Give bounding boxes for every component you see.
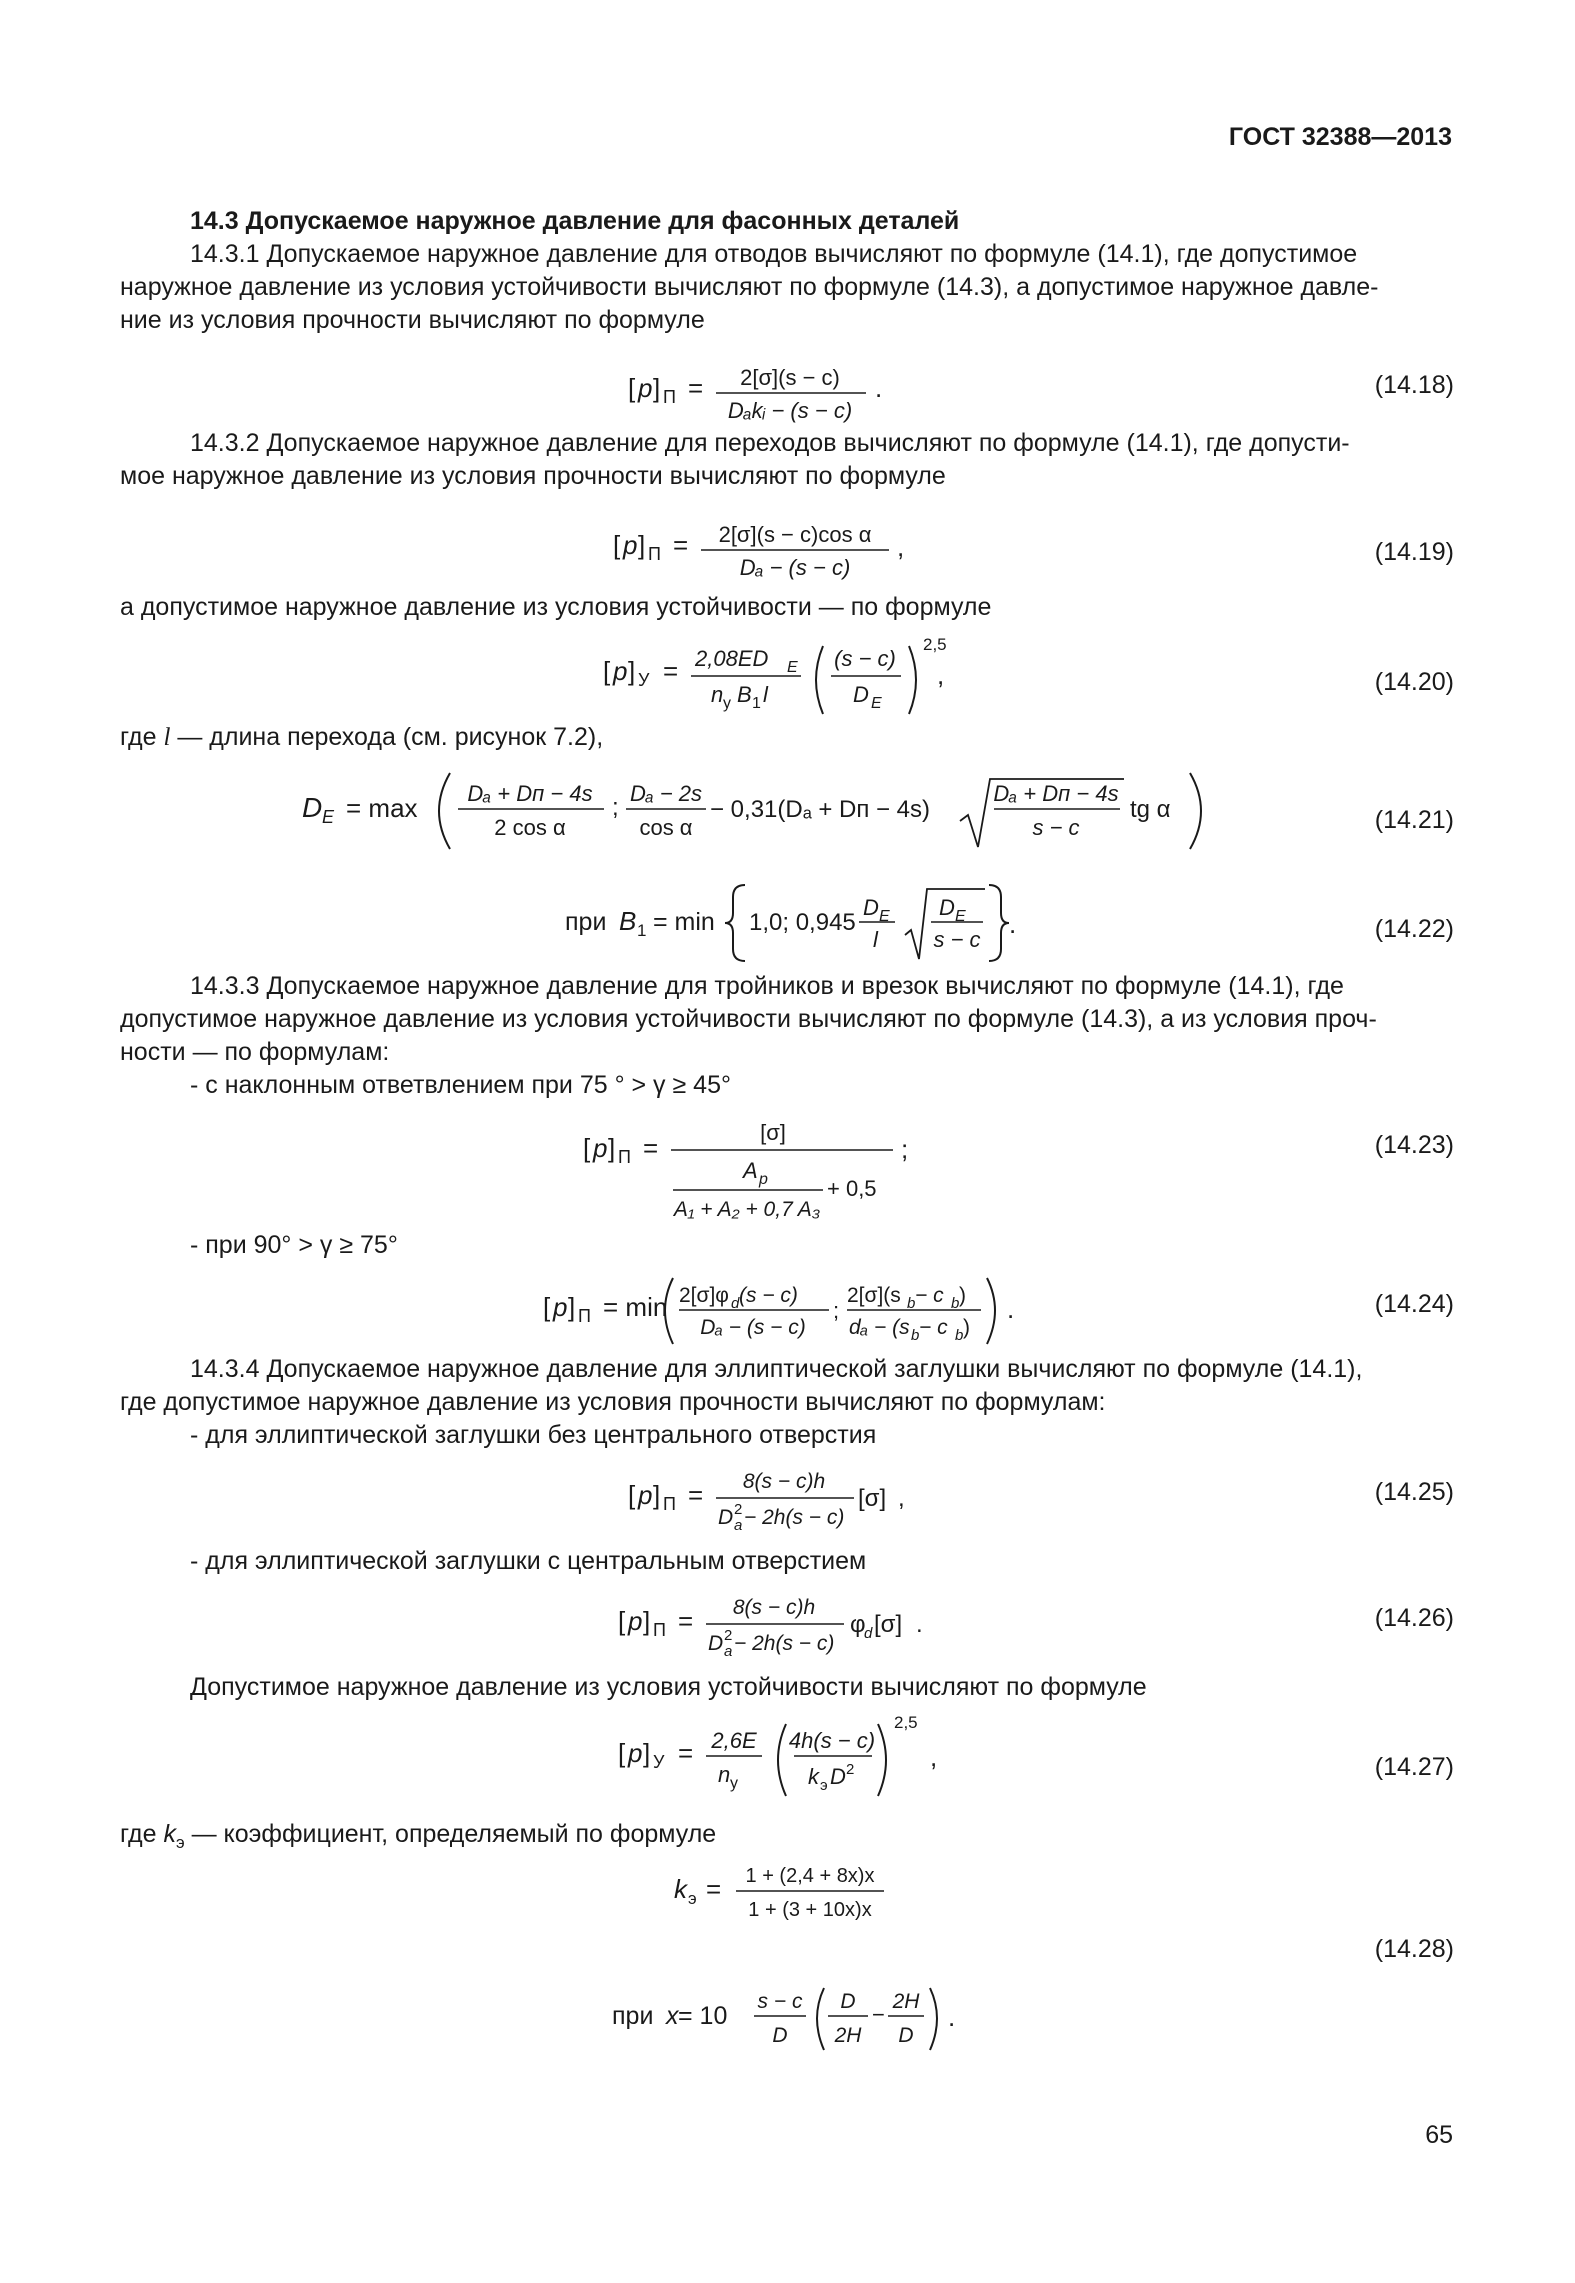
f1418-numerator: 2[σ](s − c) <box>740 365 840 390</box>
svg-text:b: b <box>907 1295 916 1312</box>
svg-text:− c: − c <box>919 1316 948 1339</box>
svg-text:[: [ <box>543 1292 551 1322</box>
svg-text:s − c: s − c <box>757 1990 803 2013</box>
formula-14-24 <box>535 1270 1035 1350</box>
svg-text:=: = <box>678 1738 694 1768</box>
svg-text:(s − c): (s − c) <box>739 1284 798 1307</box>
f1418-lhs-p: p <box>638 373 653 403</box>
formula-14-23 <box>575 1110 915 1225</box>
svg-text:tg α: tg α <box>1130 796 1171 823</box>
svg-text:[σ]: [σ] <box>874 1611 903 1638</box>
svg-text:,: , <box>898 1485 905 1512</box>
svg-text:П: П <box>648 544 661 564</box>
formula-14-20 <box>595 632 955 722</box>
p1431-line1: 14.3.1 Допускаемое наружное давление для отводов вычисляют по формуле (14.1), где допустимое <box>190 240 1358 268</box>
formula-14-21 <box>300 765 1220 855</box>
svg-text:2H: 2H <box>834 2024 862 2047</box>
eq-number-14-28: (14.28) <box>1374 1935 1454 1963</box>
svg-text:D: D <box>772 2024 788 2047</box>
p1434-line6: где $k_э$ — коэффициент, определяемый по формуле <box>120 1820 717 1852</box>
svg-text:у: у <box>730 1775 738 1792</box>
svg-text:П: П <box>653 1620 666 1640</box>
svg-text:a: a <box>724 1643 733 1660</box>
p1432-line3: а допустимое наружное давление из условия устойчивости — по формуле <box>120 593 992 621</box>
svg-text:E: E <box>871 695 882 712</box>
svg-text:2[σ]φ: 2[σ]φ <box>679 1284 729 1307</box>
svg-text:b: b <box>911 1327 920 1344</box>
svg-text:l: l <box>763 682 768 707</box>
svg-text:s − c: s − c <box>933 927 981 952</box>
p1434-line3: - для эллиптической заглушки без центрального отверстия <box>190 1421 877 1449</box>
svg-text:= min: = min <box>653 908 715 936</box>
svg-text:;: ; <box>901 1134 909 1164</box>
svg-text:(s − c): (s − c) <box>834 646 896 671</box>
eq-number-14-24: (14.24) <box>1374 1290 1454 1318</box>
formula-14-25 <box>620 1460 940 1540</box>
svg-text:φ: φ <box>850 1611 866 1638</box>
svg-text:У: У <box>653 1752 665 1772</box>
eq-number-14-19: (14.19) <box>1374 538 1454 566</box>
svg-text:]: ] <box>643 1738 651 1768</box>
svg-text:=: = <box>706 1874 722 1904</box>
svg-text:D: D <box>939 895 955 920</box>
svg-text:=: = <box>688 1480 704 1510</box>
svg-text:8(s − c)h: 8(s − c)h <box>732 1596 816 1619</box>
eq-number-14-22: (14.22) <box>1374 915 1454 943</box>
svg-text:2,5: 2,5 <box>923 635 947 654</box>
svg-text:]: ] <box>568 1292 576 1322</box>
svg-text:1 + (3 + 10x)x: 1 + (3 + 10x)x <box>748 1899 872 1921</box>
svg-text:1: 1 <box>752 695 761 712</box>
svg-text:2[σ](s: 2[σ](s <box>847 1284 901 1307</box>
eq-number-14-18: (14.18) <box>1374 371 1454 399</box>
svg-text:Dₐ + Dп − 4s: Dₐ + Dп − 4s <box>993 781 1119 806</box>
svg-text:D: D <box>840 1990 856 2013</box>
svg-text:p: p <box>623 530 638 560</box>
svg-text:2H: 2H <box>892 1990 920 2013</box>
svg-text:Dₐ − 2s: Dₐ − 2s <box>629 781 703 806</box>
svg-text:B: B <box>737 682 752 707</box>
p1432-line1: 14.3.2 Допускаемое наружное давление для переходов вычисляют по формуле (14.1), где допусти- <box>190 429 1350 457</box>
svg-text:E: E <box>787 659 798 676</box>
svg-text:2: 2 <box>724 1627 733 1644</box>
svg-text:B: B <box>619 906 637 936</box>
svg-text:D: D <box>302 792 323 823</box>
svg-text:a: a <box>734 1517 743 1534</box>
svg-text:[: [ <box>618 1738 626 1768</box>
svg-text:у: у <box>723 695 731 712</box>
svg-text:D: D <box>708 1632 724 1655</box>
svg-text:.: . <box>916 1611 923 1638</box>
formula-14-27 <box>610 1712 970 1802</box>
svg-text:l: l <box>873 927 878 952</box>
svg-text:b: b <box>951 1295 960 1312</box>
svg-text:− 2h(s − c): − 2h(s − c) <box>744 1506 845 1529</box>
svg-text:D: D <box>830 1764 846 1789</box>
p1431-line3: ние из условия прочности вычисляют по формуле <box>120 306 705 334</box>
svg-text:1,0; 0,945: 1,0; 0,945 <box>749 909 856 936</box>
svg-text:k: k <box>674 1874 687 1904</box>
svg-text:]: ] <box>653 1480 661 1510</box>
svg-text:[: [ <box>618 1606 626 1636</box>
svg-text:П: П <box>618 1147 631 1167</box>
svg-text:n: n <box>718 1762 731 1787</box>
svg-text:p: p <box>553 1292 568 1322</box>
svg-text:A: A <box>743 1158 758 1183</box>
svg-text:= max: = max <box>346 793 418 823</box>
svg-text:[: [ <box>613 530 621 560</box>
svg-text:b: b <box>955 1327 964 1344</box>
eq-number-14-26: (14.26) <box>1374 1604 1454 1632</box>
formula-14-18 <box>620 355 920 430</box>
f1418-denominator: Dₐkᵢ − (s − c) <box>727 398 853 423</box>
eq-number-14-27: (14.27) <box>1374 1753 1454 1781</box>
svg-text:[: [ <box>628 373 636 403</box>
svg-text:2: 2 <box>734 1501 743 1518</box>
svg-text:dₐ − (s: dₐ − (s <box>849 1316 910 1339</box>
svg-text:Dₐ − (s − c): Dₐ − (s − c) <box>700 1316 806 1339</box>
svg-text:.: . <box>948 2002 956 2032</box>
svg-text:Dₐ + Dп − 4s: Dₐ + Dп − 4s <box>467 781 593 806</box>
svg-text:x: x <box>666 2002 679 2030</box>
f1420-numerator: 2,08ED <box>695 646 769 671</box>
svg-text:У: У <box>638 670 650 690</box>
p1432-line4: где l — длина перехода (см. рисунок 7.2), <box>120 723 604 751</box>
svg-text:k: k <box>808 1764 819 1789</box>
svg-text:p: p <box>613 656 628 686</box>
svg-text:E: E <box>322 807 335 827</box>
eq-number-14-20: (14.20) <box>1374 668 1454 696</box>
svg-text:1: 1 <box>637 921 647 940</box>
svg-text:=: = <box>688 373 704 403</box>
svg-text:э: э <box>688 1889 697 1908</box>
svg-text:D: D <box>853 682 869 707</box>
svg-text:2: 2 <box>846 1761 855 1778</box>
svg-text:э: э <box>820 1777 828 1794</box>
svg-text:p: p <box>759 1171 768 1188</box>
p1432-line2: мое наружное давление из условия прочности вычисляют по формуле <box>120 462 946 490</box>
svg-text:+ 0,5: + 0,5 <box>827 1176 877 1201</box>
p1434-line5: Допустимое наружное давление из условия устойчивости вычисляют по формуле <box>190 1673 1147 1701</box>
svg-text:p: p <box>593 1133 608 1163</box>
svg-text:4h(s − c): 4h(s − c) <box>788 1728 876 1753</box>
svg-text:=: = <box>663 656 679 686</box>
svg-text:]: ] <box>653 373 661 403</box>
svg-text:при: при <box>565 908 607 936</box>
svg-text:=: = <box>643 1133 659 1163</box>
svg-text:p: p <box>628 1606 643 1636</box>
svg-text:− 2h(s − c): − 2h(s − c) <box>734 1632 835 1655</box>
svg-text:[σ]: [σ] <box>858 1485 887 1512</box>
svg-text:2 cos α: 2 cos α <box>494 815 566 840</box>
svg-text:D: D <box>898 2024 914 2047</box>
svg-text:E: E <box>879 908 890 925</box>
formula-14-22 <box>565 875 1015 965</box>
svg-text:.: . <box>1007 1294 1015 1324</box>
p1434-line1: 14.3.4 Допускаемое наружное давление для эллиптической заглушки вычисляют по формуле (14.1), <box>190 1355 1363 1383</box>
formula-14-28-x <box>612 1980 992 2060</box>
svg-text:2,5: 2,5 <box>894 1713 918 1732</box>
eq-number-14-21: (14.21) <box>1374 806 1454 834</box>
svg-text:[σ]: [σ] <box>760 1120 786 1145</box>
formula-14-19 <box>605 512 925 587</box>
svg-text:D: D <box>863 895 879 920</box>
eq-number-14-25: (14.25) <box>1374 1478 1454 1506</box>
f1418-lhs-sub: П <box>663 387 676 407</box>
svg-text:d: d <box>731 1295 740 1312</box>
svg-text:]: ] <box>608 1133 616 1163</box>
svg-text:−: − <box>872 2002 885 2027</box>
svg-text:2,6E: 2,6E <box>711 1728 757 1753</box>
p1433-line3: ности — по формулам: <box>120 1038 390 1066</box>
eq-number-14-23: (14.23) <box>1374 1131 1454 1159</box>
formula-14-28-k <box>670 1858 910 1928</box>
p1433-line4: - с наклонным ответвлением при 75 ° > γ ≥ 45° <box>190 1071 731 1099</box>
svg-text:− 0,31(Dₐ + Dп − 4s): − 0,31(Dₐ + Dп − 4s) <box>710 796 931 823</box>
svg-text:E: E <box>955 908 966 925</box>
p1433-line5: - при 90° > γ ≥ 75° <box>190 1231 398 1259</box>
svg-text:]: ] <box>643 1606 651 1636</box>
svg-text:A₁ + A₂ + 0,7 A₃: A₁ + A₂ + 0,7 A₃ <box>673 1198 821 1221</box>
svg-text:cos α: cos α <box>639 815 693 840</box>
svg-text:d: d <box>864 1625 873 1642</box>
svg-text:,: , <box>930 1742 938 1772</box>
svg-text:.: . <box>1009 909 1017 939</box>
svg-text:]: ] <box>628 656 636 686</box>
f1419-denominator: Dₐ − (s − c) <box>739 555 851 580</box>
svg-text:[: [ <box>628 1480 636 1510</box>
svg-text:p: p <box>628 1738 643 1768</box>
svg-text:П: П <box>578 1306 591 1326</box>
svg-text:): ) <box>963 1316 970 1339</box>
svg-text:s − c: s − c <box>1032 815 1080 840</box>
svg-text:П: П <box>663 1494 676 1514</box>
svg-text:): ) <box>959 1284 966 1307</box>
section-heading: 14.3 Допускаемое наружное давление для фасонных деталей <box>190 207 960 235</box>
svg-text:D: D <box>718 1506 734 1529</box>
f1418-tail: . <box>875 373 883 403</box>
p1434-line4: - для эллиптической заглушки с центральным отверстием <box>190 1547 867 1575</box>
svg-text:при: при <box>612 2002 654 2030</box>
svg-text:,: , <box>937 660 945 690</box>
svg-text:n: n <box>711 682 724 707</box>
svg-text:− c: − c <box>915 1284 944 1307</box>
p1433-line2: допустимое наружное давление из условия устойчивости вычисляют по формуле (14.3), а из условия проч- <box>120 1005 1377 1033</box>
svg-text:1 + (2,4 + 8x)x: 1 + (2,4 + 8x)x <box>745 1865 875 1887</box>
svg-text:= min: = min <box>603 1292 668 1322</box>
svg-text:= 10: = 10 <box>678 2002 728 2030</box>
svg-text:]: ] <box>638 530 646 560</box>
page-number: 65 <box>1425 2121 1453 2149</box>
svg-text:;: ; <box>612 794 619 821</box>
f1419-numerator: 2[σ](s − c)cos α <box>718 522 872 547</box>
document-code: ГОСТ 32388—2013 <box>1228 123 1452 151</box>
svg-text:;: ; <box>833 1298 840 1323</box>
svg-text:8(s − c)h: 8(s − c)h <box>742 1470 826 1493</box>
svg-text:=: = <box>673 530 689 560</box>
p1433-line1: 14.3.3 Допускаемое наружное давление для тройников и врезок вычисляют по формуле (14.1), где <box>190 972 1344 1000</box>
svg-text:,: , <box>897 532 905 562</box>
p1431-line2: наружное давление из условия устойчивости вычисляют по формуле (14.3), а допустимое наружное давле- <box>120 273 1379 301</box>
svg-text:[: [ <box>583 1133 591 1163</box>
svg-text:p: p <box>638 1480 653 1510</box>
p1434-line2: где допустимое наружное давление из условия прочности вычисляют по формулам: <box>120 1388 1106 1416</box>
formula-14-26 <box>610 1586 950 1666</box>
svg-text:=: = <box>678 1606 694 1636</box>
svg-text:[: [ <box>603 656 611 686</box>
